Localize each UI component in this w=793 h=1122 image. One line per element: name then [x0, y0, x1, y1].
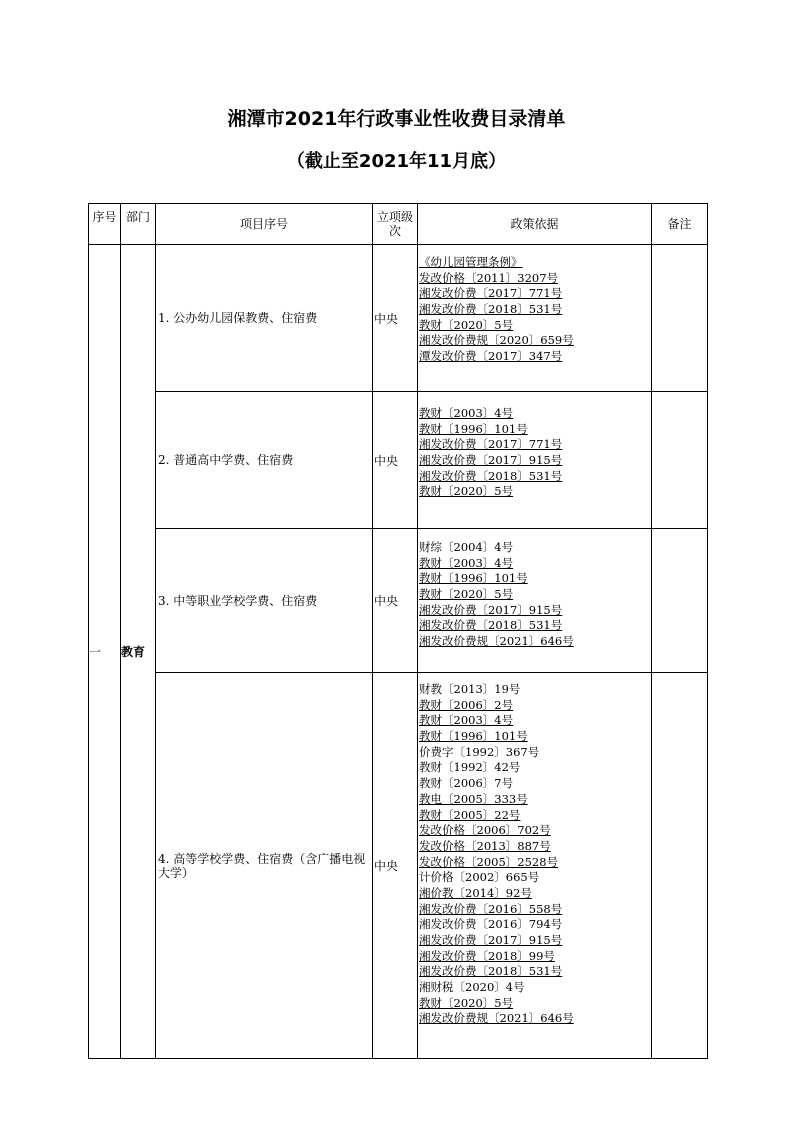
row-basis [418, 673, 652, 1059]
policy-basis-item: 教财〔2020〕5号 [419, 995, 514, 1010]
header-note: 备注 [652, 204, 708, 245]
row-basis [418, 529, 652, 673]
policy-basis-item: 发改价格〔2013〕887号 [419, 838, 551, 853]
policy-basis-item: 教财〔2006〕7号 [419, 776, 514, 791]
policy-basis-item: 教财〔2005〕22号 [419, 807, 521, 822]
policy-basis-item: 湘发改价费规〔2021〕646号 [419, 1011, 574, 1026]
policy-basis-item: 潭发改价费〔2017〕347号 [419, 349, 563, 364]
header-basis: 政策依据 [418, 204, 652, 245]
policy-basis-item: 湘发改价费〔2017〕915号 [419, 453, 563, 468]
policy-basis-item: 《幼儿园管理条例》 [419, 255, 523, 269]
policy-basis-item: 财教〔2013〕19号 [419, 682, 521, 696]
policy-basis-item: 财综〔2004〕4号 [419, 540, 514, 554]
policy-basis-item: 教财〔2003〕4号 [419, 406, 514, 420]
policy-basis-item: 湘发改价费〔2017〕915号 [419, 933, 563, 947]
table-header-row [89, 204, 708, 245]
table-row [89, 245, 708, 392]
policy-basis-item: 教财〔2003〕4号 [419, 713, 514, 728]
document-subtitle: （截止至2021年11月底） [286, 151, 507, 172]
policy-basis-item: 教财〔2006〕2号 [419, 697, 514, 712]
policy-basis-item: 湘发改价费〔2016〕794号 [419, 917, 563, 932]
group-num: 一 [89, 245, 121, 1059]
row-level: 中央 [373, 245, 418, 392]
policy-basis-item: 教财〔2020〕5号 [419, 587, 514, 602]
row-note [652, 529, 708, 673]
policy-basis-item: 发改价格〔2006〕702号 [419, 823, 551, 838]
document-title: 湘潭市2021年行政事业性收费目录清单 [227, 108, 566, 130]
row-note [652, 673, 708, 1059]
row-level: 中央 [373, 529, 418, 673]
policy-basis-item: 计价格〔2002〕665号 [419, 870, 540, 885]
policy-basis-item: 湘发改价费〔2017〕915号 [419, 602, 563, 617]
policy-basis-item: 湘发改价费规〔2021〕646号 [419, 634, 574, 649]
policy-basis-item: 教财〔2020〕5号 [419, 317, 514, 332]
row-item: 2. 普通高中学费、住宿费 [156, 392, 373, 529]
policy-basis-item: 教财〔1996〕101号 [419, 421, 528, 436]
row-note [652, 245, 708, 392]
policy-basis-item: 湘发改价费规〔2020〕659号 [419, 333, 574, 348]
policy-basis-item: 湘发改价费〔2018〕99号 [419, 948, 555, 963]
header-item: 项目序号 [156, 204, 373, 245]
row-item: 1. 公办幼儿园保教费、住宿费 [156, 245, 373, 392]
policy-basis-item: 湘发改价费〔2018〕531号 [419, 302, 563, 317]
policy-basis-item: 湘发改价费〔2018〕531号 [419, 964, 563, 979]
group-dept: 教育 [121, 245, 156, 1059]
table-row [89, 673, 708, 1059]
policy-basis-item: 湘价教〔2014〕92号 [419, 885, 532, 900]
header-dept: 部门 [121, 204, 156, 245]
row-basis [418, 392, 652, 529]
fee-catalog-table [88, 203, 708, 1059]
header-level: 立项级次 [373, 204, 418, 245]
policy-basis-item: 湘发改价费〔2017〕771号 [419, 286, 563, 301]
policy-basis-item: 湘发改价费〔2018〕531号 [419, 618, 563, 633]
row-basis [418, 245, 652, 392]
policy-basis-item: 湘发改价费〔2017〕771号 [419, 437, 563, 452]
policy-basis-item: 教财〔2020〕5号 [419, 484, 514, 499]
row-item: 4. 高等学校学费、住宿费（含广播电视大学） [156, 673, 373, 1059]
policy-basis-item: 湘财税〔2020〕4号 [419, 980, 525, 995]
row-item: 3. 中等职业学校学费、住宿费 [156, 529, 373, 673]
row-level: 中央 [373, 673, 418, 1059]
policy-basis-item: 湘发改价费〔2018〕531号 [419, 468, 563, 483]
policy-basis-item: 发改价格〔2011〕3207号 [419, 270, 559, 285]
policy-basis-item: 教财〔1996〕101号 [419, 729, 528, 744]
policy-basis-item: 教财〔1996〕101号 [419, 571, 528, 586]
header-num: 序号 [89, 204, 121, 245]
row-level: 中央 [373, 392, 418, 529]
policy-basis-item: 教电〔2005〕333号 [419, 791, 528, 806]
policy-basis-item: 发改价格〔2005〕2528号 [419, 854, 559, 869]
table-row [89, 529, 708, 673]
policy-basis-item: 教财〔2003〕4号 [419, 555, 514, 570]
row-note [652, 392, 708, 529]
policy-basis-item: 价费字〔1992〕367号 [419, 744, 540, 759]
policy-basis-item: 教财〔1992〕42号 [419, 760, 521, 775]
table-row [89, 392, 708, 529]
policy-basis-item: 湘发改价费〔2016〕558号 [419, 901, 563, 916]
